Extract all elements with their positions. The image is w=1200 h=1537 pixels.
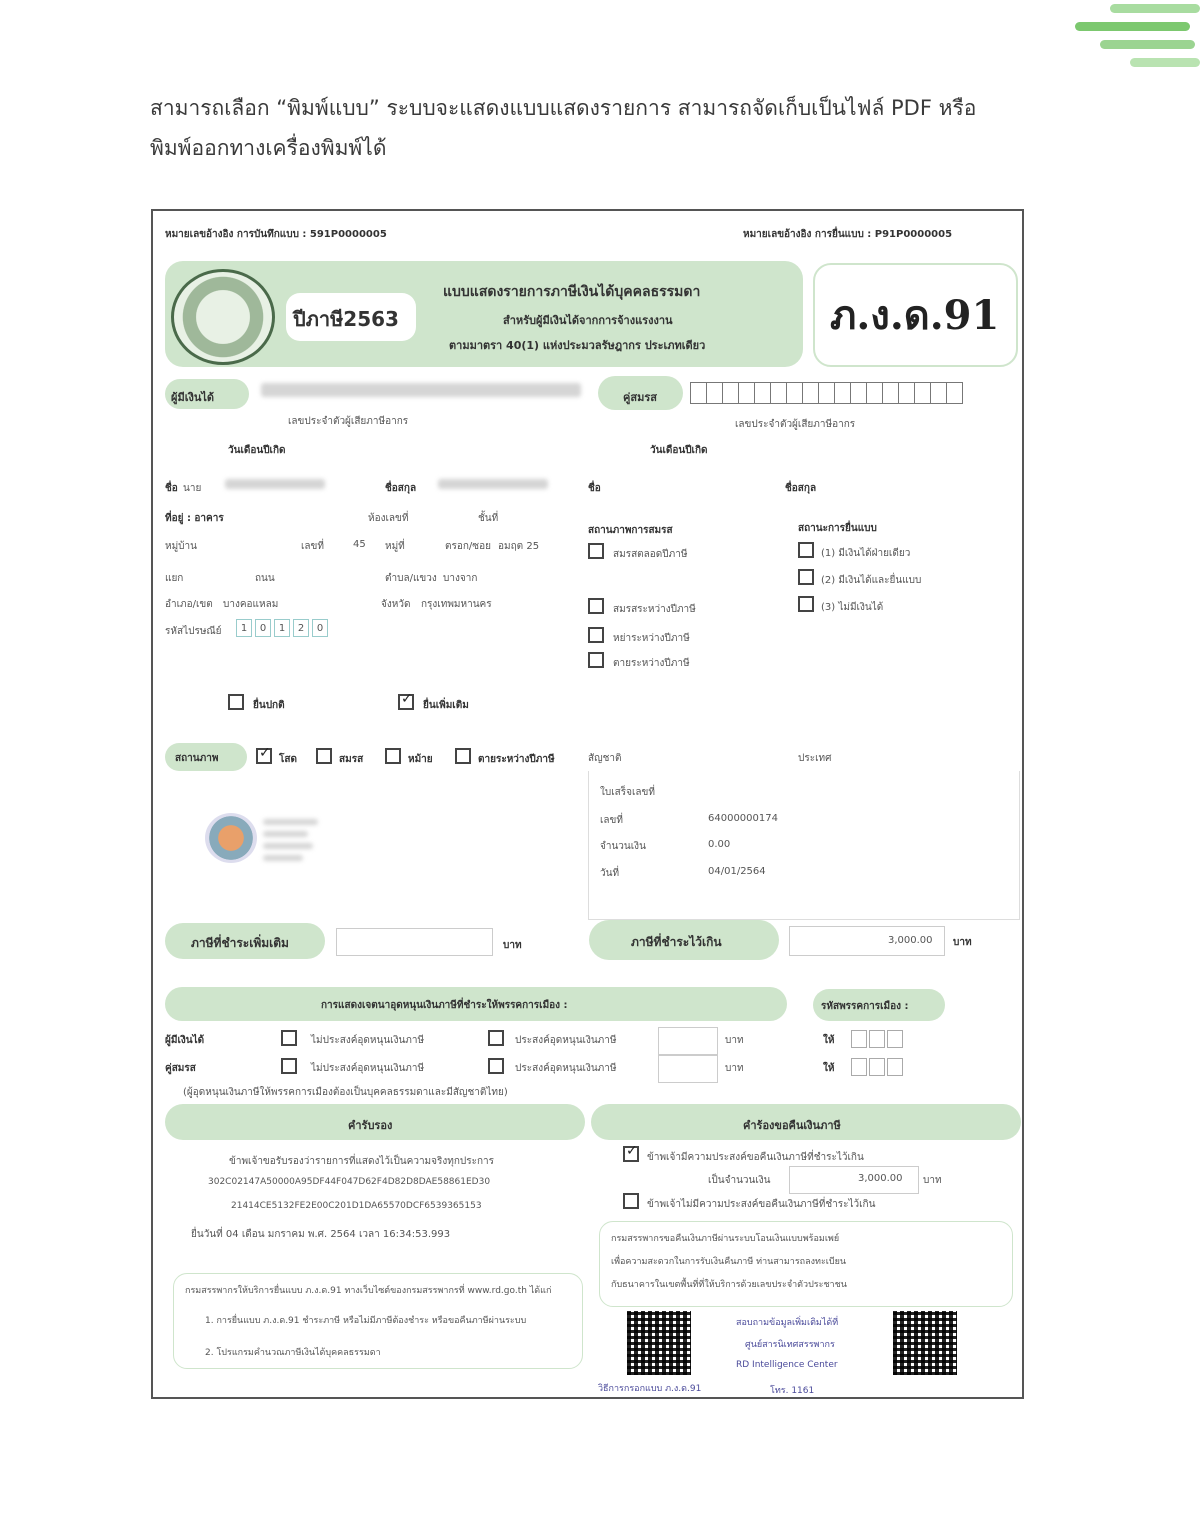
normal-submission-checkbox[interactable] xyxy=(228,694,244,710)
party-taxpayer-label: ผู้มีเงินได้ xyxy=(165,1035,205,1046)
surname-label: ชื่อสกุล xyxy=(385,483,417,494)
contact-line-3: RD Intelligence Center xyxy=(736,1360,838,1370)
refund-amount: 3,000.00 xyxy=(858,1173,903,1184)
postcode-digit-4: 2 xyxy=(293,619,309,637)
house-no-label: เลขที่ xyxy=(301,541,324,552)
subdistrict: บางจาก xyxy=(443,573,478,584)
additional-tax-label: ภาษีที่ชำระเพิ่มเติม xyxy=(191,936,289,950)
info-left-text: กรมสรรพากรให้บริการยื่นแบบ ภ.ง.ด.91 ทางเว็บไซต์ของกรมสรรพากรที่ www.rd.go.th ได้แก่ xyxy=(185,1286,552,1296)
filing-checkbox-3[interactable] xyxy=(798,596,814,612)
status-deceased-checkbox[interactable] xyxy=(455,748,471,764)
room-label: ห้องเลขที่ xyxy=(368,513,409,524)
info-left-item-2: 2. โปรแกรมคำนวณภาษีเงินได้บุคคลธรรมดา xyxy=(205,1348,381,1358)
status-married-label: สมรส xyxy=(339,754,364,765)
taxpayer-tin-redacted xyxy=(261,383,581,397)
certify-hash-1: 302C02147A50000A95DF44F047D62F4D82D8DAE58861ED30 xyxy=(208,1177,491,1187)
taxpayer-tin-label: เลขประจำตัวผู้เสียภาษีอากร xyxy=(288,416,409,427)
spouse-surname-label: ชื่อสกุล xyxy=(785,483,817,494)
filing-title: สถานะการยื่นแบบ xyxy=(798,523,877,534)
certify-date-line: ยื่นวันที่ 04 เดือน มกราคม พ.ศ. 2564 เวลา 16:34:53.993 xyxy=(191,1229,451,1240)
spouse-status-checkbox-1[interactable] xyxy=(588,543,604,559)
postcode-digit-2: 0 xyxy=(255,619,271,637)
qr-code-guide-icon[interactable] xyxy=(627,1311,691,1375)
filing-checkbox-2[interactable] xyxy=(798,569,814,585)
rd-seal-icon xyxy=(171,269,275,365)
village-label: หมู่บ้าน xyxy=(165,541,197,552)
address-label: ที่อยู่ : อาคาร xyxy=(165,513,224,524)
contact-line-2: ศูนย์สารนิเทศสรรพากร xyxy=(745,1340,835,1350)
receipt-no: 64000000174 xyxy=(708,813,778,824)
info-right-line-2: เพื่อความสะดวกในการรับเงินคืนภาษี ท่านสามารถลงทะเบียน xyxy=(611,1257,847,1267)
info-right-line-3: กับธนาคารในเขตพื้นที่ที่ให้บริการด้วยเลขประจำตัวประชาชน xyxy=(611,1280,847,1290)
receipt-no-label: เลขที่ xyxy=(600,815,623,826)
status-label: สถานภาพ xyxy=(175,753,219,764)
form-title-2: สำหรับผู้มีเงินได้จากการจ้างแรงงาน xyxy=(503,314,673,327)
info-left-item-1: 1. การยื่นแบบ ภ.ง.ด.91 ชำระภาษี หรือไม่มีภาษีต้องชำระ หรือขอคืนภาษีผ่านระบบ xyxy=(205,1316,527,1326)
additional-tax-baht: บาท xyxy=(503,940,522,951)
party-taxpayer-give: ให้ xyxy=(823,1035,835,1046)
nationality-label: สัญชาติ xyxy=(588,753,622,764)
party-spouse-no-checkbox[interactable] xyxy=(281,1058,297,1074)
soi: อมฤต 25 xyxy=(498,541,540,552)
province-label: จังหวัด xyxy=(381,599,411,610)
status-single-label: โสด xyxy=(279,754,297,765)
form-title-1: แบบแสดงรายการภาษีเงินได้บุคคลธรรมดา xyxy=(443,284,701,300)
road-label: ถนน xyxy=(255,573,275,584)
qr-code-contact-icon[interactable] xyxy=(893,1311,957,1375)
spouse-status-opt-2: สมรสระหว่างปีภาษี xyxy=(613,604,696,615)
status-deceased-label: ตายระหว่างปีภาษี xyxy=(478,754,555,765)
status-single-checkbox[interactable] xyxy=(256,748,272,764)
refund-want-checkbox[interactable] xyxy=(623,1146,639,1162)
filing-checkbox-1[interactable] xyxy=(798,542,814,558)
status-widowed-checkbox[interactable] xyxy=(385,748,401,764)
intro-line-1: สามารถเลือก “พิมพ์แบบ” ระบบจะแสดงแบบแสดงรายการ สามารถจัดเก็บเป็นไฟล์ PDF หรือ xyxy=(150,96,977,120)
party-spouse-baht: บาท xyxy=(725,1063,744,1074)
party-note: (ผู้อุดหนุนเงินภาษีให้พรรคการเมืองต้องเป็นบุคคลธรรมดาและมีสัญชาติไทย) xyxy=(183,1087,508,1098)
signature-text-2 xyxy=(263,831,308,837)
spouse-status-opt-4: ตายระหว่างปีภาษี xyxy=(613,658,690,669)
postcode-digit-5: 0 xyxy=(312,619,328,637)
spouse-status-checkbox-3[interactable] xyxy=(588,627,604,643)
spouse-status-checkbox-2[interactable] xyxy=(588,598,604,614)
certify-hash-2: 21414CE5132FE2E00C201D1DA65570DCF6539365153 xyxy=(231,1201,482,1211)
party-spouse-label: คู่สมรส xyxy=(165,1063,196,1074)
party-spouse-yes-label: ประสงค์อุดหนุนเงินภาษี xyxy=(515,1063,617,1074)
signature-text-1 xyxy=(263,819,318,825)
spouse-dob-label: วันเดือนปีเกิด xyxy=(650,445,708,456)
refund-amount-label: เป็นจำนวนเงิน xyxy=(708,1175,771,1186)
name-prefix: นาย xyxy=(183,483,202,494)
house-no: 45 xyxy=(353,539,366,550)
digital-signature-seal-icon xyxy=(205,813,257,863)
party-code-box-1[interactable] xyxy=(851,1030,867,1048)
receipt-amount-label: จำนวนเงิน xyxy=(600,841,646,852)
status-widowed-label: หม้าย xyxy=(408,754,433,765)
moo-label: หมู่ที่ xyxy=(385,541,405,552)
party-spouse-no-label: ไม่ประสงค์อุดหนุนเงินภาษี xyxy=(311,1063,425,1074)
additional-tax-field[interactable] xyxy=(336,928,493,956)
form-title-3: ตามมาตรา 40(1) แห่งประมวลรัษฎากร ประเภทเดียว xyxy=(449,339,706,352)
refund-title: คำร้องขอคืนเงินภาษี xyxy=(743,1119,841,1132)
postcode-digit-1: 1 xyxy=(236,619,252,637)
spouse-status-opt-1: สมรสตลอดปีภาษี xyxy=(613,549,688,560)
party-spouse-code-box-3[interactable] xyxy=(887,1058,903,1076)
party-spouse-code-box-1[interactable] xyxy=(851,1058,867,1076)
party-taxpayer-yes-label: ประสงค์อุดหนุนเงินภาษี xyxy=(515,1035,617,1046)
form-code: ภ.ง.ด.91 xyxy=(830,292,1000,339)
country-label: ประเทศ xyxy=(798,753,832,764)
intro-line-2: พิมพ์ออกทางเครื่องพิมพ์ได้ xyxy=(150,136,387,160)
intro-text xyxy=(150,88,1100,168)
filing-opt-3: (3) ไม่มีเงินได้ xyxy=(821,602,884,613)
province: กรุงเทพมหานคร xyxy=(421,599,492,610)
overpaid-tax-label: ภาษีที่ชำระไว้เกิน xyxy=(631,935,722,949)
district: บางคอแหลม xyxy=(223,599,279,610)
party-title: การแสดงเจตนาอุดหนุนเงินภาษีที่ชำระให้พรรคการเมือง : xyxy=(321,1000,568,1011)
tax-year: ปีภาษี2563 xyxy=(293,307,399,331)
party-taxpayer-no-label: ไม่ประสงค์อุดหนุนเงินภาษี xyxy=(311,1035,425,1046)
party-taxpayer-amount[interactable] xyxy=(658,1027,718,1055)
floor-label: ชั้นที่ xyxy=(478,513,499,524)
name-redacted xyxy=(225,479,325,489)
lane-label: แยก xyxy=(165,573,184,584)
receipt-date-label: วันที่ xyxy=(600,868,620,879)
contact-line-4: โทร. 1161 xyxy=(770,1386,815,1396)
spouse-status-checkbox-4[interactable] xyxy=(588,652,604,668)
receipt-date: 04/01/2564 xyxy=(708,866,766,877)
spouse-status-title: สถานภาพการสมรส xyxy=(588,525,673,536)
party-code-box-3[interactable] xyxy=(887,1030,903,1048)
ref-record: หมายเลขอ้างอิง การบันทึกแบบ : 591P0000005 xyxy=(165,229,387,240)
taxpayer-dob-label: วันเดือนปีเกิด xyxy=(228,445,286,456)
party-taxpayer-no-checkbox[interactable] xyxy=(281,1030,297,1046)
additional-submission-checkbox[interactable] xyxy=(398,694,414,710)
qr-guide-caption: วิธีการกรอกแบบ ภ.ง.ด.91 xyxy=(598,1384,702,1394)
contact-line-1: สอบถามข้อมูลเพิ่มเติมได้ที่ xyxy=(736,1318,839,1328)
party-taxpayer-baht: บาท xyxy=(725,1035,744,1046)
brand-logo xyxy=(1070,0,1200,75)
overpaid-tax-value: 3,000.00 xyxy=(888,935,933,946)
party-code-box-2[interactable] xyxy=(869,1030,885,1048)
ref-submit: หมายเลขอ้างอิง การยื่นแบบ : P91P0000005 xyxy=(743,229,953,240)
receipt-title: ใบเสร็จเลขที่ xyxy=(600,787,655,798)
certify-title: คำรับรอง xyxy=(348,1119,393,1132)
party-spouse-amount[interactable] xyxy=(658,1055,718,1083)
pnd91-form xyxy=(151,209,1024,1399)
refund-want-label: ข้าพเจ้ามีความประสงค์ขอคืนเงินภาษีที่ชำระไว้เกิน xyxy=(647,1152,864,1163)
spouse-label: คู่สมรส xyxy=(623,391,657,404)
refund-not-want-label: ข้าพเจ้าไม่มีความประสงค์ขอคืนเงินภาษีที่ชำระไว้เกิน xyxy=(647,1199,876,1210)
party-spouse-yes-checkbox[interactable] xyxy=(488,1058,504,1074)
postcode-label: รหัสไปรษณีย์ xyxy=(165,626,222,637)
normal-submission-label: ยื่นปกติ xyxy=(253,700,285,711)
overpaid-tax-baht: บาท xyxy=(953,937,972,948)
additional-submission-label: ยื่นเพิ่มเติม xyxy=(423,700,469,711)
party-spouse-give: ให้ xyxy=(823,1063,835,1074)
party-taxpayer-yes-checkbox[interactable] xyxy=(488,1030,504,1046)
filing-opt-1: (1) มีเงินได้ฝ่ายเดียว xyxy=(821,548,911,559)
party-spouse-code-box-2[interactable] xyxy=(869,1058,885,1076)
signature-text-4 xyxy=(263,855,303,861)
spouse-status-opt-3: หย่าระหว่างปีภาษี xyxy=(613,633,690,644)
name-label: ชื่อ xyxy=(165,483,178,494)
spouse-tin-label: เลขประจำตัวผู้เสียภาษีอากร xyxy=(735,419,856,430)
spouse-tin-boxes[interactable] xyxy=(690,382,962,404)
district-label: อำเภอ/เขต xyxy=(165,599,213,610)
filing-opt-2: (2) มีเงินได้และยื่นแบบ xyxy=(821,575,922,586)
receipt-amount: 0.00 xyxy=(708,839,731,850)
refund-amount-baht: บาท xyxy=(923,1175,942,1186)
info-right-line-1: กรมสรรพากรขอคืนเงินภาษีผ่านระบบโอนเงินแบบพร้อมเพย์ xyxy=(611,1234,840,1244)
certify-text: ข้าพเจ้าขอรับรองว่ารายการที่แสดงไว้เป็นความจริงทุกประการ xyxy=(229,1156,495,1167)
signature-text-3 xyxy=(263,843,313,849)
surname-redacted xyxy=(438,479,548,489)
soi-label: ตรอก/ซอย xyxy=(445,541,491,552)
taxpayer-label: ผู้มีเงินได้ xyxy=(171,391,215,404)
spouse-name-label: ชื่อ xyxy=(588,483,601,494)
party-code-title: รหัสพรรคการเมือง : xyxy=(821,1001,909,1012)
subdistrict-label: ตำบล/แขวง xyxy=(385,573,437,584)
status-married-checkbox[interactable] xyxy=(316,748,332,764)
refund-not-want-checkbox[interactable] xyxy=(623,1193,639,1209)
postcode-digit-3: 1 xyxy=(274,619,290,637)
